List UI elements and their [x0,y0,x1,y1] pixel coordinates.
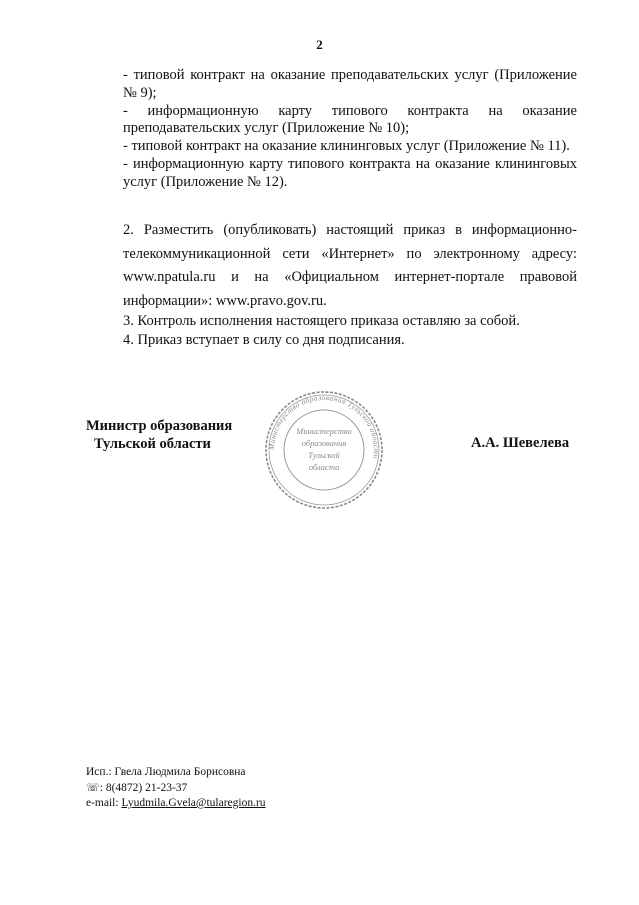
seal-stamp-icon [262,388,386,512]
signature-position-line1: Министр образования [86,418,233,434]
signature-position [86,417,232,453]
paragraph-4-text: 4. Приказ вступает в силу со дня подписания. [123,332,405,348]
email-label: e-mail: [86,797,122,809]
paragraph-3-text: 3. Контроль исполнения настоящего приказа оставляю за собой. [123,313,520,329]
signature-position-line2: Тульской области [94,436,211,452]
paragraph-control [123,312,577,350]
phone-line [86,780,266,796]
email-line [86,796,266,811]
paragraph-2-text: 2. Разместить (опубликовать) настоящий приказ в информационно-телекоммуникационной сети «Интернет» по электронному адресу: www.npatula.ru и на «Официальном интернет-портале правовой информации»: www.pravo.gov.ru. [123,222,577,309]
appendix-list [123,67,577,192]
stamp-outer-text: Министерство образования Тульской области [266,392,382,460]
email-link[interactable]: Lyudmila.Gvela@tularegion.ru [121,797,266,809]
phone-icon: ☏ [86,781,100,794]
svg-text:области: области [308,462,340,472]
svg-text:Министерство: Министерство [296,426,352,436]
svg-text:Тульской: Тульской [308,450,340,460]
phone-number: : 8(4872) 21-23-37 [99,782,188,794]
page-number: 2 [316,37,323,52]
executor-name: Исп.: Гвела Людмила Борисовна [86,766,246,778]
svg-text:образования: образования [301,438,347,448]
list-item: - информационную карту типового контракта на оказание клининговых услуг (Приложение № 12). [123,155,577,190]
list-item: - типовой контракт на оказание клининговых услуг (Приложение № 11). [123,138,570,155]
paragraph-publish [123,219,577,313]
list-item: - информационную карту типового контракта на оказание преподавательских услуг (Приложение № 10); [123,102,577,137]
list-item: - типовой контракт на оказание преподавательских услуг (Приложение № 9); [123,67,577,101]
contacts-block [86,765,266,811]
signer-name: А.А. Шевелева [471,435,570,451]
